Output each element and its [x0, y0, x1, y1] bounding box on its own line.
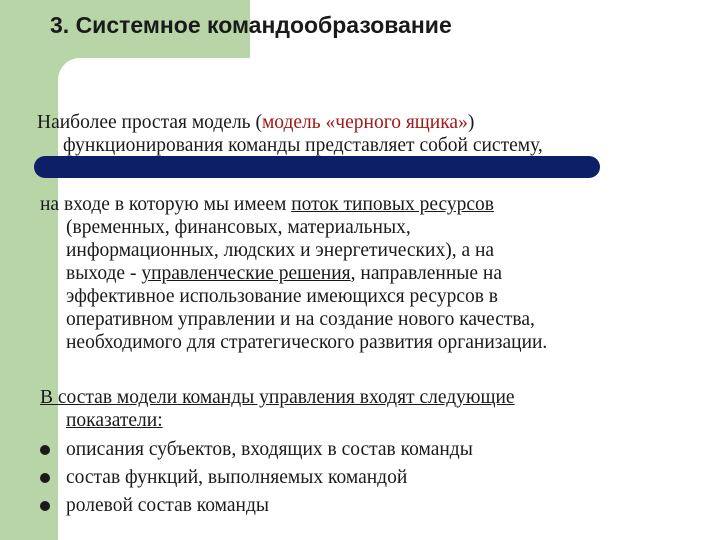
model-line-7: необходимого для стратегического развития организации.	[66, 332, 548, 353]
indicator-list	[40, 436, 473, 520]
bullet-icon	[40, 473, 50, 483]
bullet-icon	[40, 445, 50, 455]
divider-bar	[34, 156, 600, 178]
paragraph-indicators	[40, 386, 515, 432]
model-line-4: выходе - управленческие решения, направленные на	[66, 263, 503, 284]
indicators-line-2: показатели:	[66, 410, 163, 431]
model-line-2: (временных, финансовых, материальных,	[66, 217, 411, 238]
intro-line-1: Наиболее простая модель (модель «черного ящика»)	[37, 112, 475, 133]
bullet-icon	[40, 501, 50, 511]
black-box-term: модель «черного ящика»	[261, 112, 468, 133]
management-decisions-term: управленческие решения	[141, 263, 351, 284]
model-line-5: эффективное использование имеющихся ресурсов в	[66, 286, 499, 307]
list-item: ролевой состав команды	[40, 492, 473, 520]
model-line-6: оперативном управлении и на создание нового качества,	[66, 309, 535, 330]
list-item: описания субъектов, входящих в состав команды	[40, 436, 473, 464]
resource-flow-term: поток типовых ресурсов	[291, 194, 494, 215]
paragraph-model	[40, 193, 547, 354]
paragraph-intro	[37, 111, 543, 157]
intro-line-2: функционирования команды представляет собой систему,	[63, 135, 543, 156]
model-line-1: на входе в которую мы имеем поток типовых ресурсов	[40, 194, 494, 215]
indicators-line-1: В состав модели команды управления входят следующие	[40, 387, 515, 408]
model-line-3: информационных, людских и энергетических), а на	[66, 240, 495, 261]
list-item: состав функций, выполняемых командой	[40, 464, 473, 492]
slide-title: 3. Системное командообразование	[50, 12, 452, 38]
